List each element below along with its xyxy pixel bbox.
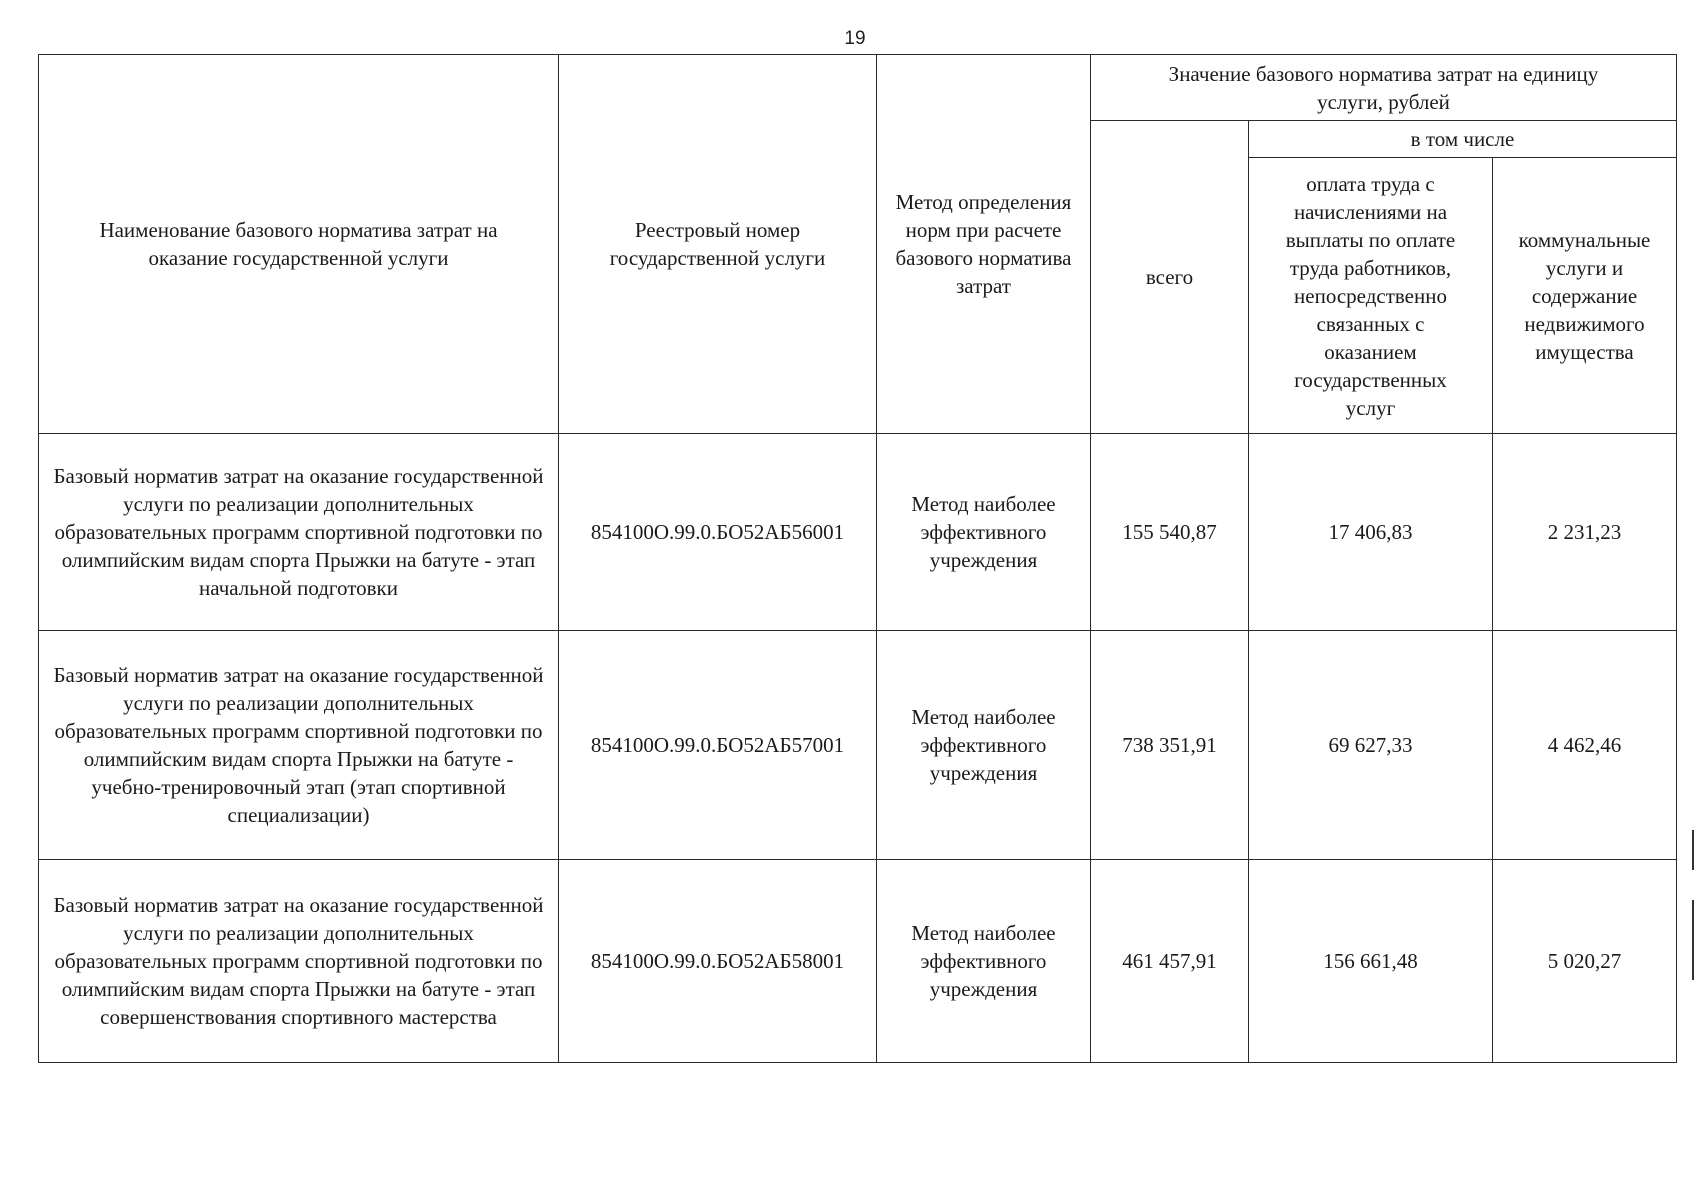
row-utilities: 5 020,27 xyxy=(1493,860,1677,1063)
row-method: Метод наиболее эффективного учреждения xyxy=(877,631,1091,860)
row-name: Базовый норматив затрат на оказание государственной услуги по реализации дополнительных образовательных программ спортивной подготовки по олимпийским видам спорта Прыжки на батуте - этап начальной подготовки xyxy=(39,434,559,631)
row-total: 738 351,91 xyxy=(1091,631,1249,860)
row-utilities: 4 462,46 xyxy=(1493,631,1677,860)
row-registry-number: 854100О.99.0.БО52АБ56001 xyxy=(559,434,877,631)
header-labor: оплата труда с начислениями на выплаты по оплате труда работников, непосредственно связанных с оказанием государственных услуг xyxy=(1249,158,1493,434)
page-number: 19 xyxy=(844,28,866,49)
header-value-group: Значение базового норматива затрат на единицу услуги, рублей xyxy=(1091,55,1677,121)
row-registry-number: 854100О.99.0.БО52АБ58001 xyxy=(559,860,877,1063)
header-total: всего xyxy=(1091,121,1249,434)
scan-edge-mark xyxy=(1692,900,1694,980)
row-labor: 156 661,48 xyxy=(1249,860,1493,1063)
header-utilities: коммунальные услуги и содержание недвижимого имущества xyxy=(1493,158,1677,434)
cost-norms-table xyxy=(38,54,1677,1063)
table-row xyxy=(39,631,1677,860)
row-total: 155 540,87 xyxy=(1091,434,1249,631)
table-row xyxy=(39,434,1677,631)
row-labor: 17 406,83 xyxy=(1249,434,1493,631)
row-name: Базовый норматив затрат на оказание государственной услуги по реализации дополнительных образовательных программ спортивной подготовки по олимпийским видам спорта Прыжки на батуте - учебно-тренировочный этап (этап спортивной специализации) xyxy=(39,631,559,860)
table-row xyxy=(39,860,1677,1063)
row-method: Метод наиболее эффективного учреждения xyxy=(877,434,1091,631)
header-including: в том числе xyxy=(1249,121,1677,158)
header-name: Наименование базового норматива затрат на оказание государственной услуги xyxy=(39,55,559,434)
header-row-1 xyxy=(39,55,1677,121)
row-registry-number: 854100О.99.0.БО52АБ57001 xyxy=(559,631,877,860)
header-method: Метод определения норм при расчете базового норматива затрат xyxy=(877,55,1091,434)
row-name: Базовый норматив затрат на оказание государственной услуги по реализации дополнительных образовательных программ спортивной подготовки по олимпийским видам спорта Прыжки на батуте - этап совершенствования спортивного мастерства xyxy=(39,860,559,1063)
row-labor: 69 627,33 xyxy=(1249,631,1493,860)
row-method: Метод наиболее эффективного учреждения xyxy=(877,860,1091,1063)
scan-edge-mark xyxy=(1692,830,1694,870)
row-total: 461 457,91 xyxy=(1091,860,1249,1063)
header-registry-number: Реестровый номер государственной услуги xyxy=(559,55,877,434)
row-utilities: 2 231,23 xyxy=(1493,434,1677,631)
